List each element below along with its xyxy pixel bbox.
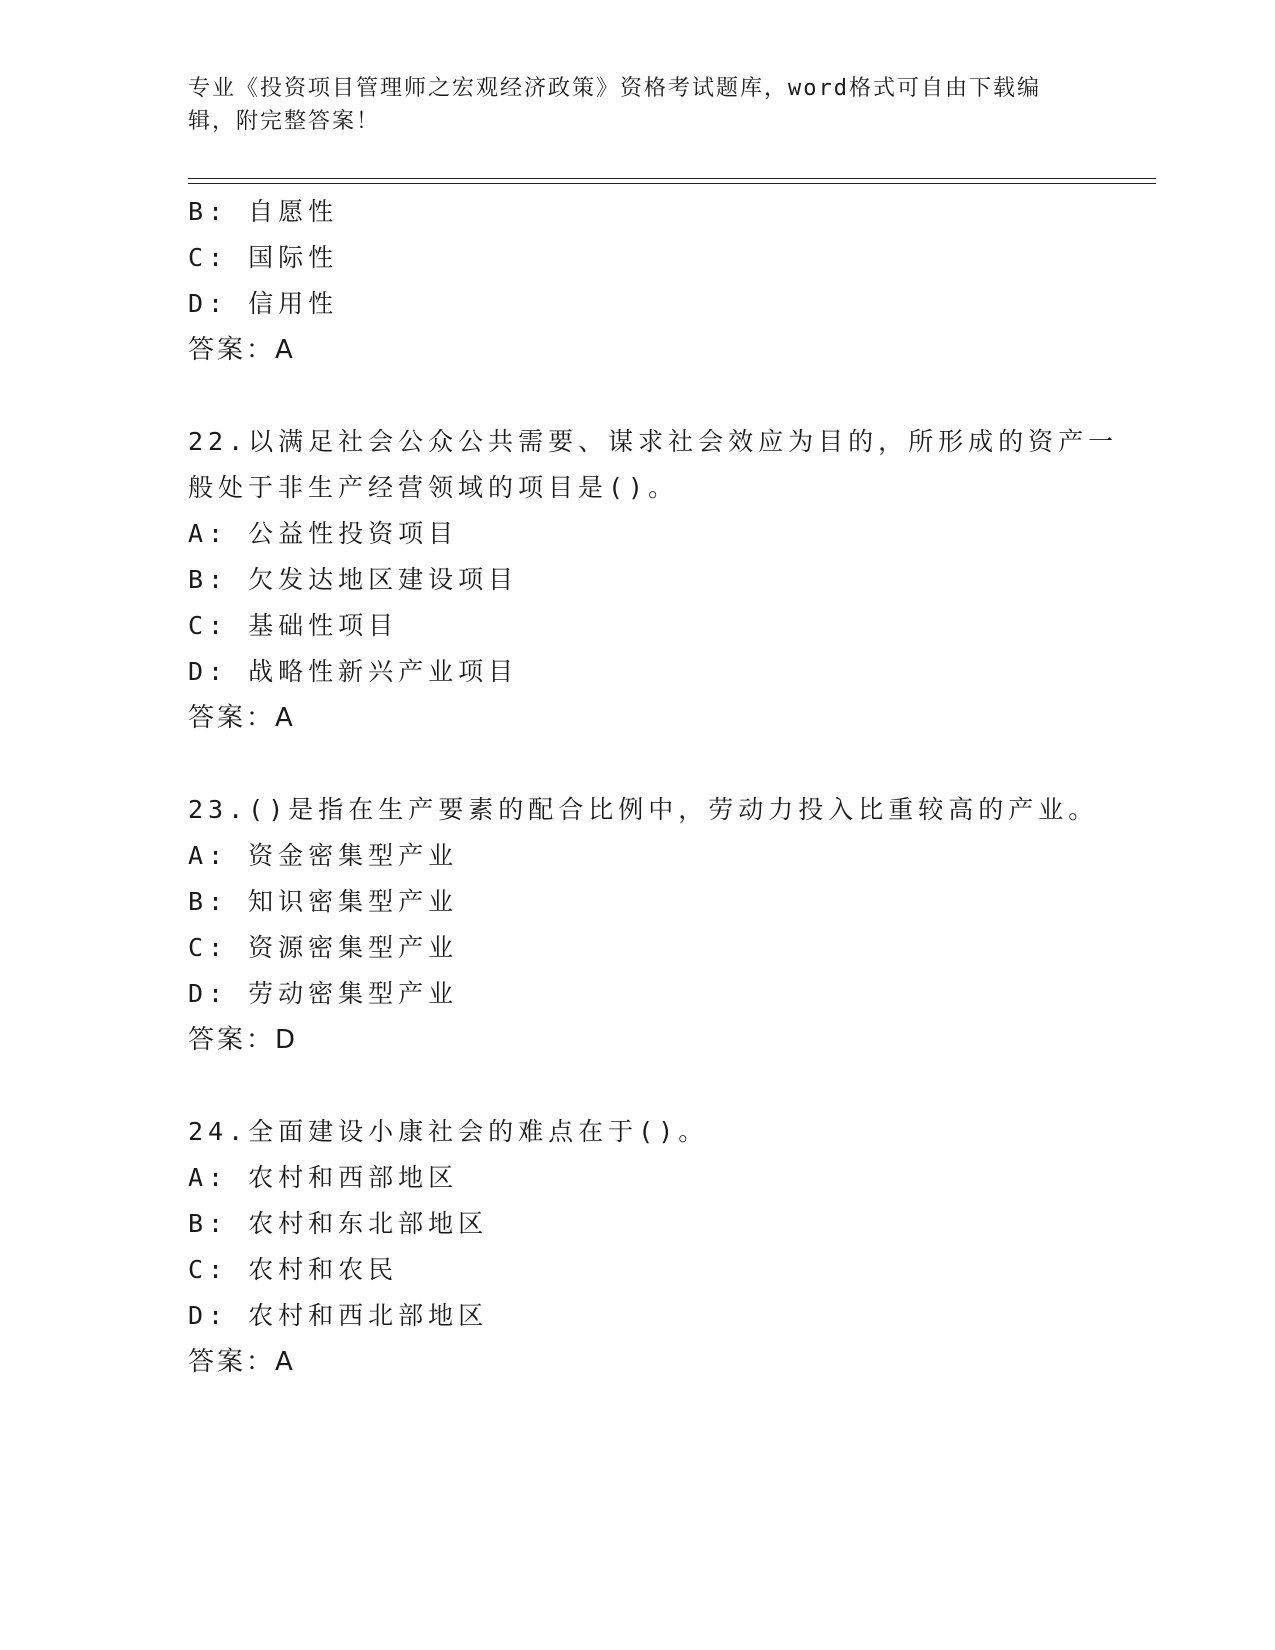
question-22 [188, 419, 1119, 741]
q21-answer: 答案：A [188, 335, 296, 365]
q22-stem-line2: 般处于非生产经营领域的项目是()。 [188, 473, 679, 502]
question-list [188, 189, 1119, 1385]
q21-option-b: B: 自愿性 [188, 197, 339, 226]
q21-option-c: C: 国际性 [188, 243, 339, 272]
document-header: 专业《投资项目管理师之宏观经济政策》资格考试题库，word格式可自由下载编辑，附完整答案！ [188, 76, 1041, 134]
q22-option-d: D: 战略性新兴产业项目 [188, 657, 519, 686]
q23-stem-line1: 23.()是指在生产要素的配合比例中，劳动力投入比重较高的产业。 [188, 795, 1099, 824]
question-21 [188, 189, 1088, 373]
spacer [188, 741, 1088, 787]
spacer [188, 1063, 1088, 1109]
header-divider-top [188, 178, 1156, 179]
q23-option-d: D: 劳动密集型产业 [188, 979, 459, 1008]
q24-option-d: D: 农村和西北部地区 [188, 1301, 489, 1330]
q24-stem-line1: 24.全面建设小康社会的难点在于()。 [188, 1117, 709, 1146]
question-23 [188, 787, 1099, 1063]
q24-answer: 答案：A [188, 1347, 296, 1377]
q22-option-c: C: 基础性项目 [188, 611, 399, 640]
spacer [188, 373, 1088, 419]
q23-option-a: A: 资金密集型产业 [188, 841, 459, 870]
header-divider-bottom [188, 183, 1156, 184]
q24-option-c: C: 农村和农民 [188, 1255, 399, 1284]
question-24 [188, 1109, 1088, 1385]
q21-option-d: D: 信用性 [188, 289, 339, 318]
q22-option-b: B: 欠发达地区建设项目 [188, 565, 519, 594]
q22-answer: 答案：A [188, 703, 296, 733]
q22-option-a: A: 公益性投资项目 [188, 519, 459, 548]
q23-answer: 答案：D [188, 1025, 299, 1055]
q24-option-b: B: 农村和东北部地区 [188, 1209, 489, 1238]
q23-option-c: C: 资源密集型产业 [188, 933, 459, 962]
q22-stem-line1: 22.以满足社会公众公共需要、谋求社会效应为目的，所形成的资产一 [188, 427, 1119, 456]
q23-option-b: B: 知识密集型产业 [188, 887, 459, 916]
q24-option-a: A: 农村和西部地区 [188, 1163, 459, 1192]
